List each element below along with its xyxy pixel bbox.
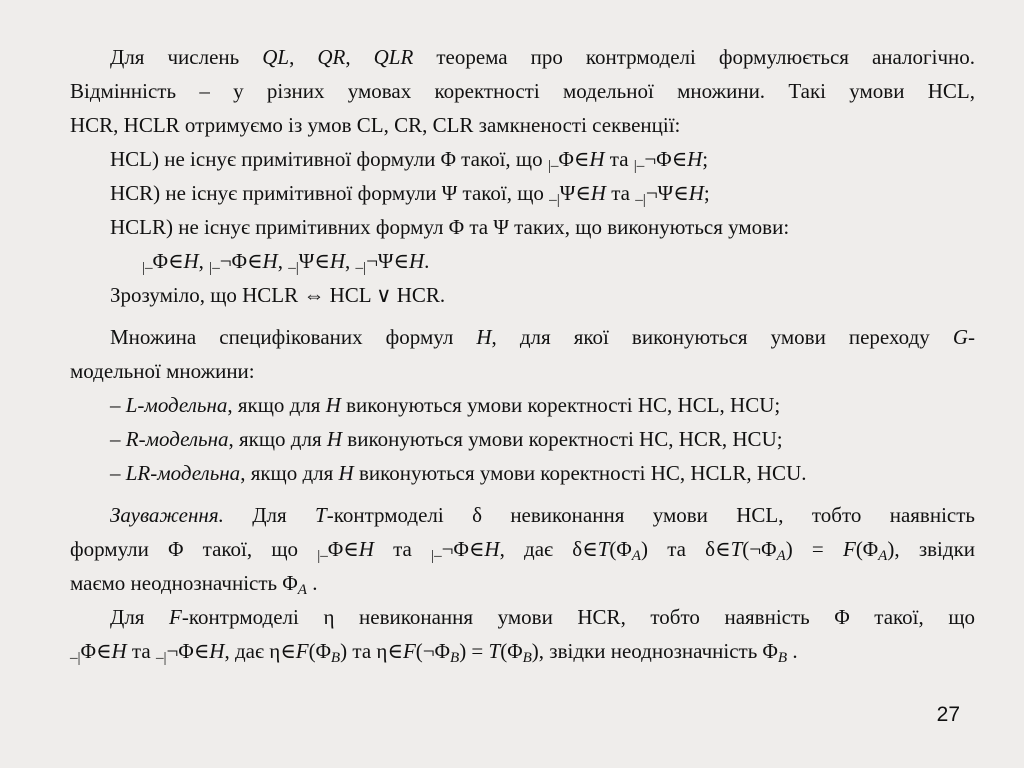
text-line-l12: – R-модельна, якщо для H виконуються умови коректності HC, HCR, HCU; [110, 427, 783, 451]
text-line-l18: $_{-|}$Φ∈H та $_{-|}$¬Φ∈H, дає $\eta\in F(\Phi_B)$ та $\eta\in F(\neg\Phi_B) = T(\Phi_B)$, звідки неоднозначність $\Phi_B$ . [70, 639, 798, 666]
text-line-l8: Зрозуміло, що HCLR ⇔ HCL ∨ HCR. [110, 283, 446, 307]
text-line-l5: HCR) не існує примітивної формули Ψ такої, що $_{-|}$Ψ∈H та $_{-|}$¬Ψ∈H; [110, 181, 710, 208]
text-line-l14: Зауваження. Для T-контрмоделі δ невиконання умови HCL, тобто наявність [110, 503, 975, 527]
text-line-l10: модельної множини: [70, 359, 255, 383]
text-line-l17: Для F-контрмоделі η невиконання умови HCR, тобто наявність Φ такої, що [110, 605, 975, 629]
text-line-l2: Відмінність – у різних умовах коректності модельної множини. Такі умови HCL, [70, 79, 975, 103]
text-line-l1: Для числень QL, QR, QLR теорема про контрмоделі формулюється аналогічно. [110, 45, 976, 69]
text-line-l15: формули Φ такої, що $_{|-}$Φ∈H та $_{|-}$¬Φ∈H, дає $\delta\in T(\Phi_A)$ та $\delta\in T(\neg\Phi_A) = F(\Phi_A)$, звідки [70, 537, 976, 564]
text-line-l7: $_{|-}$Φ∈H, $_{|-}$¬Φ∈H, $_{-|}$Ψ∈H, $_{-|}$¬Ψ∈H. [142, 249, 430, 276]
text-line-l9: Множина специфікованих формул H, для якої виконуються умови переходу G- [110, 325, 975, 349]
text-line-l13: – LR-модельна, якщо для H виконуються умови коректності HC, HCLR, HCU. [110, 461, 807, 485]
text-line-l11: – L-модельна, якщо для H виконуються умови коректності HC, HCL, HCU; [110, 393, 781, 417]
body-text [70, 40, 975, 668]
text-line-l4: HCL) не існує примітивної формули Φ такої, що $_{|-}$Φ∈H та $_{|-}$¬Φ∈H; [110, 147, 709, 174]
page-number: 27 [936, 703, 960, 726]
text-line-l6: HCLR) не існує примітивних формул Φ та Ψ таких, що виконуються умови: [110, 215, 790, 239]
text-line-l3: HCR, HCLR отримуємо із умов CL, CR, CLR замкненості секвенції: [70, 113, 681, 137]
text-line-l16: маємо неоднозначність $\Phi_A$ . [70, 571, 318, 598]
